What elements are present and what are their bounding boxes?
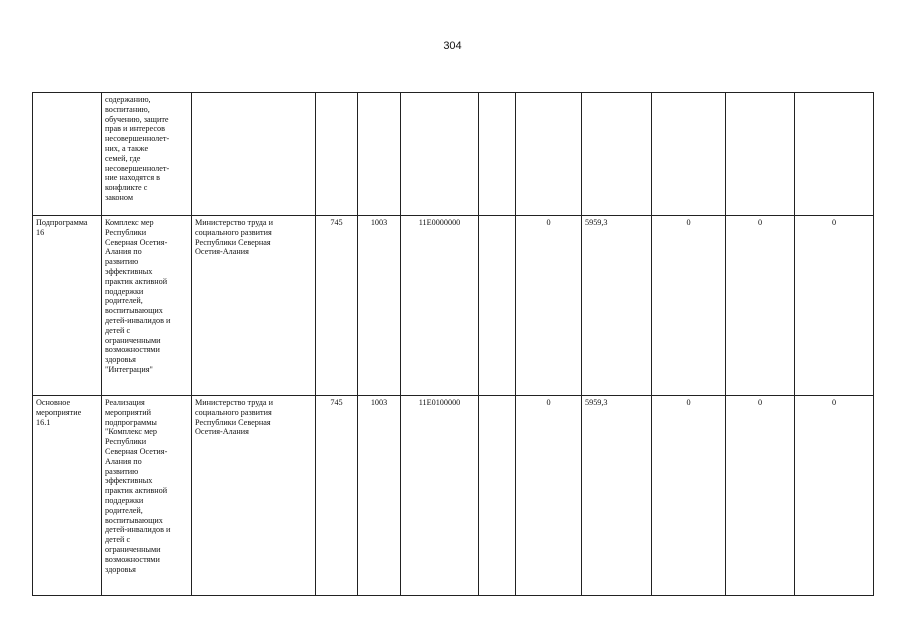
year5-cell: 0 — [795, 216, 874, 396]
csr-cell: 11E0000000 — [401, 216, 479, 396]
year4-cell: 0 — [726, 216, 795, 396]
vr-cell — [479, 93, 516, 216]
year4-cell: 0 — [726, 396, 795, 596]
rzpr-cell: 1003 — [358, 396, 401, 596]
rzpr-cell — [358, 93, 401, 216]
year2-cell: 5959,3 — [582, 216, 652, 396]
budget-table — [32, 92, 874, 596]
status-cell: Подпрограмма 16 — [33, 216, 102, 396]
page-number: 304 — [443, 40, 462, 52]
year5-cell — [795, 93, 874, 216]
csr-cell: 11E0100000 — [401, 396, 479, 596]
name-cell: Комплекс мер Республики Северная Осетия- Алания по развитию эффективных практик активной поддержки родителей, воспитывающих детей-инвалидов и детей с ограниченными возможностями здоровья "Интеграция" — [102, 216, 192, 396]
name-cell: Реализация мероприятий подпрограммы "Комплекс мер Республики Северная Осетия- Алания по развитию эффективных практик активной поддержки родителей, воспитывающих детей-инвалидов и детей с ограниченными возможностями здоровья — [102, 396, 192, 596]
status-cell: Основное мероприятие 16.1 — [33, 396, 102, 596]
year4-cell — [726, 93, 795, 216]
grbs-cell — [316, 93, 358, 216]
year1-cell — [516, 93, 582, 216]
grbs-cell: 745 — [316, 216, 358, 396]
year1-cell: 0 — [516, 396, 582, 596]
executor-cell: Министерство труда и социального развития Республики Северная Осетия-Алания — [192, 216, 316, 396]
table-row — [33, 396, 874, 596]
vr-cell — [479, 216, 516, 396]
year3-cell: 0 — [652, 396, 726, 596]
year3-cell — [652, 93, 726, 216]
name-cell: содержанию, воспитанию, обучению, защите прав и интересов несовершеннолет- них, а также семей, где несовершеннолет- ние находятся в конфликте с законом — [102, 93, 192, 216]
executor-cell — [192, 93, 316, 216]
vr-cell — [479, 396, 516, 596]
status-cell — [33, 93, 102, 216]
rzpr-cell: 1003 — [358, 216, 401, 396]
csr-cell — [401, 93, 479, 216]
year5-cell: 0 — [795, 396, 874, 596]
table-row — [33, 93, 874, 216]
year2-cell: 5959,3 — [582, 396, 652, 596]
executor-cell: Министерство труда и социального развития Республики Северная Осетия-Алания — [192, 396, 316, 596]
table-row — [33, 216, 874, 396]
year2-cell — [582, 93, 652, 216]
year1-cell: 0 — [516, 216, 582, 396]
grbs-cell: 745 — [316, 396, 358, 596]
year3-cell: 0 — [652, 216, 726, 396]
